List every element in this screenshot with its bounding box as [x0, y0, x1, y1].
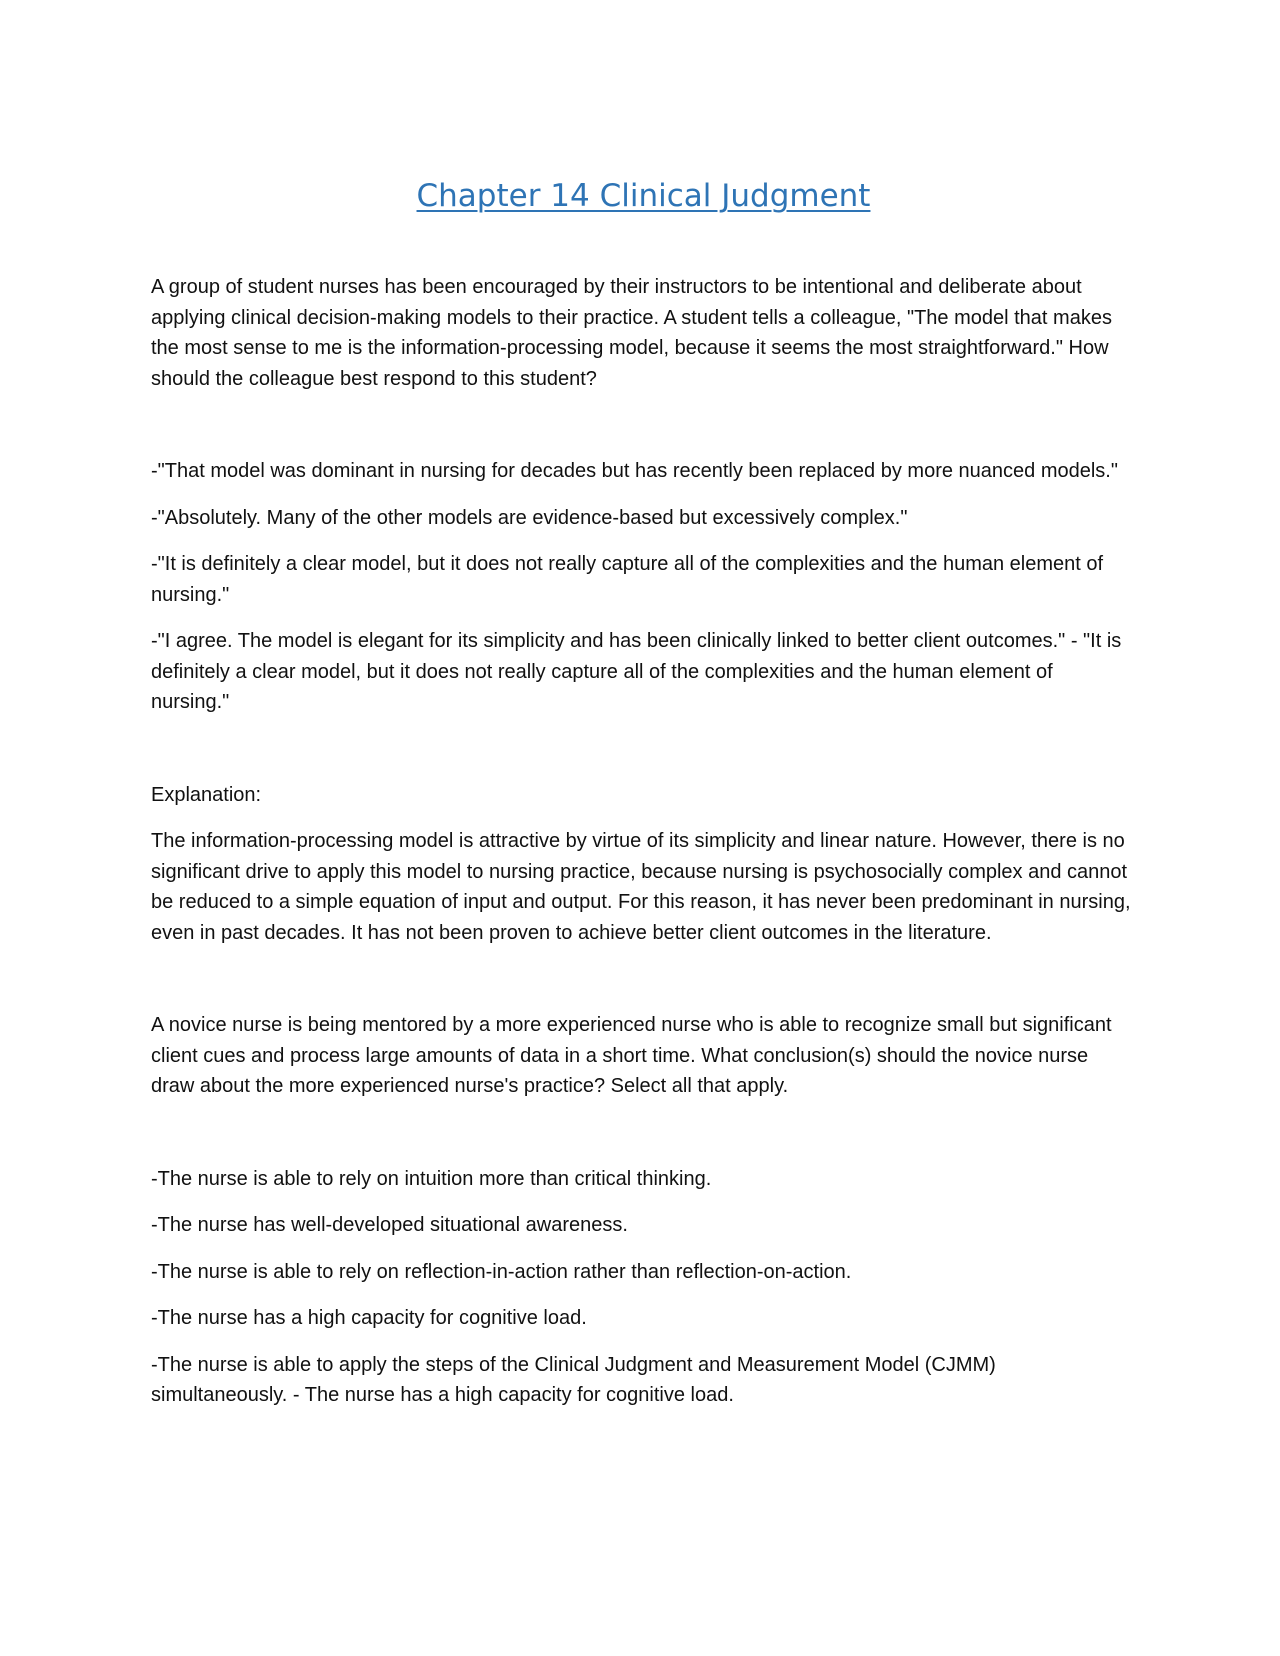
- question-1-option-1: -"That model was dominant in nursing for decades but has recently been replaced by more nuanced models.": [151, 460, 1118, 482]
- explanation-text: The information-processing model is attractive by virtue of its simplicity and linear nature. However, there is no significant drive to apply this model to nursing practice, because nursing is psychosocially complex and cannot be reduced to a simple equation of input and output. For this reason, it has never been predominant in nursing, even in past decades. It has not been proven to achieve better client outcomes in the literature.: [151, 830, 1131, 944]
- question-1-option-3: -"It is definitely a clear model, but it does not really capture all of the complexities and the human element of nursing.": [151, 553, 1104, 606]
- question-2-stem: A novice nurse is being mentored by a more experienced nurse who is able to recognize small but significant client cues and process large amounts of data in a short time. What conclusion(s) should the novice nurse draw about the more experienced nurse's practice? Select all that apply.: [151, 1014, 1112, 1097]
- question-2-option-3: -The nurse is able to rely on reflection-in-action rather than reflection-on-action.: [151, 1260, 852, 1283]
- question-1-stem: A group of student nurses has been encouraged by their instructors to be intentional and deliberate about applying clinical decision-making models to their practice. A student tells a colleague, "The model that makes the most sense to me is the information-processing model, because it seems the most straightforward." How should the colleague best respond to this student?: [151, 276, 1112, 390]
- document-page: [151, 170, 1136, 1427]
- question-2-option-4: -The nurse has a high capacity for cognitive load.: [151, 1307, 587, 1329]
- question-1-option-4: -"I agree. The model is elegant for its simplicity and has been clinically linked to better client outcomes." - "It is definitely a clear model, but it does not really capture all of the complexities and the human element of nursing.": [151, 630, 1122, 713]
- explanation-label: Explanation:: [151, 783, 262, 806]
- question-2-option-2: -The nurse has well-developed situational awareness.: [151, 1214, 628, 1236]
- page-title: Chapter 14 Clinical Judgment: [416, 178, 871, 214]
- question-2-option-1: -The nurse is able to rely on intuition more than critical thinking.: [151, 1167, 712, 1190]
- question-2-option-5: -The nurse is able to apply the steps of the Clinical Judgment and Measurement Model (CJMM) simultaneously. - The nurse has a high capacity for cognitive load.: [151, 1353, 996, 1406]
- question-1-option-2: -"Absolutely. Many of the other models are evidence-based but excessively complex.": [151, 506, 908, 529]
